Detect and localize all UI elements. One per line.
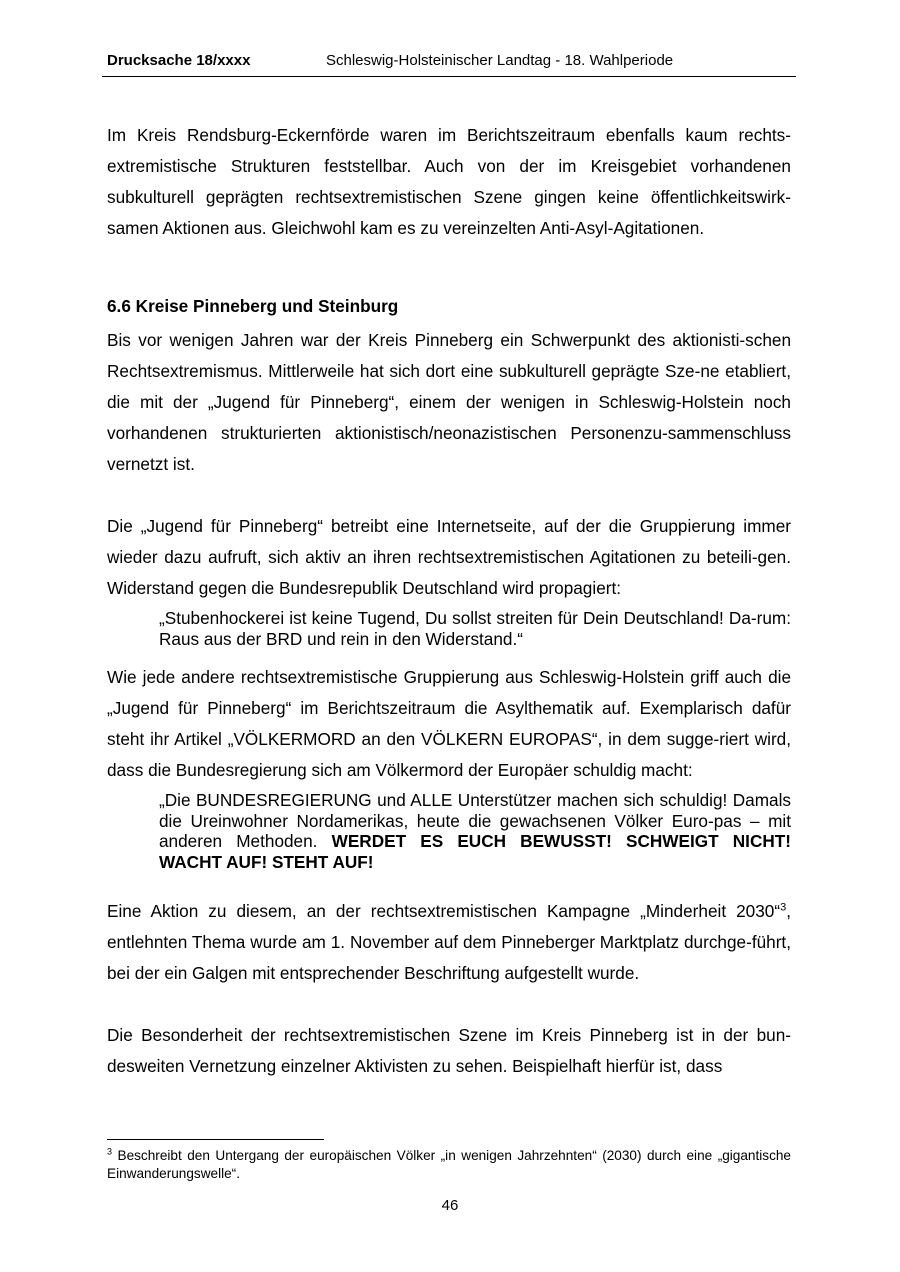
footnote	[107, 1147, 791, 1183]
section-heading: 6.6 Kreise Pinneberg und Steinburg	[107, 296, 399, 316]
landtag-title: Schleswig-Holsteinischer Landtag - 18. Wahlperiode	[326, 52, 674, 69]
paragraph-aktion-part2: , entlehnten Thema wurde am 1. November auf dem Pinneberger Marktplatz durchge-führt, bei der ein Galgen mit entsprechender Beschriftung aufgestellt wurde.	[107, 901, 791, 983]
footnote-text: Beschreibt den Untergang der europäischen Völker „in wenigen Jahrzehnten“ (2030) durch eine „gigantische Einwanderungswelle“.	[107, 1148, 791, 1181]
paragraph-aktion-part1: Eine Aktion zu diesem, an der rechtsextremistischen Kampagne „Minderheit 2030“	[107, 901, 781, 921]
page-number: 46	[441, 1197, 459, 1214]
drucksache-number: Drucksache 18/xxxx	[107, 52, 251, 69]
paragraph-pinneberg-intro: Bis vor wenigen Jahren war der Kreis Pinneberg ein Schwerpunkt des aktionisti-schen Rechtsextremismus. Mittlerweile hat sich dort eine subkulturell geprägte Sze-ne etabliert, die mit der „Jugend für Pinneberg“, einem der wenigen in Schleswig-Holstein noch vorhandenen strukturierten aktionistisch/neonazistischen Personenzu-sammenschluss vernetzt ist.	[107, 330, 791, 474]
paragraph-asylthematik: Wie jede andere rechtsextremistische Gruppierung aus Schleswig-Holstein griff auch die „Jugend für Pinneberg“ im Berichtszeitraum die Asylthematik auf. Exemplarisch dafür steht ihr Artikel „VÖLKERMORD an den VÖLKERN EUROPAS“, in dem sugge-riert wird, dass die Bundesregierung sich am Völkermord der Europäer schuldig macht:	[107, 667, 791, 780]
footnote-reference: 3	[780, 901, 787, 914]
footnote-separator	[107, 1139, 324, 1140]
paragraph-jugend-website: Die „Jugend für Pinneberg“ betreibt eine Internetseite, auf der die Gruppierung immer wieder dazu aufruft, sich aktiv an ihren rechtsextremistischen Agitationen zu beteili-gen. Widerstand gegen die Bundesrepublik Deutschland wird propagiert:	[107, 516, 791, 598]
quote-stubenhockerei: „Stubenhockerei ist keine Tugend, Du sollst streiten für Dein Deutschland! Da-rum: Raus aus der BRD und rein in den Widerstand.“	[159, 608, 791, 649]
page-header	[102, 52, 796, 77]
document-body	[107, 120, 791, 1082]
paragraph-besonderheit: Die Besonderheit der rechtsextremistischen Szene im Kreis Pinneberg ist in der bun-desweiten Vernetzung einzelner Aktivisten zu sehen. Beispielhaft hierfür ist, dass	[107, 1025, 791, 1076]
quote-bundesregierung	[159, 790, 791, 872]
paragraph-rendsburg: Im Kreis Rendsburg-Eckernförde waren im Berichtszeitraum ebenfalls kaum rechts-extremistische Strukturen feststellbar. Auch von der im Kreisgebiet vorhandenen subkulturell geprägten rechtsextremistischen Szene gingen keine öffentlichkeitswirk-samen Aktionen aus. Gleichwohl kam es zu vereinzelten Anti-Asyl-Agitationen.	[107, 125, 791, 238]
quote-bold-text: WERDET ES EUCH BEWUSST! SCHWEIGT NICHT! WACHT AUF! STEHT AUF!	[159, 831, 791, 872]
footnote-number: 3	[107, 1146, 113, 1157]
paragraph-aktion	[107, 896, 791, 989]
quote-normal-text: „Die BUNDESREGIERUNG und ALLE Unterstützer machen sich schuldig! Damals die Ureinwohner Nordamerikas, heute die gewachsenen Völker Euro-pas – mit anderen Methoden.	[159, 790, 791, 851]
